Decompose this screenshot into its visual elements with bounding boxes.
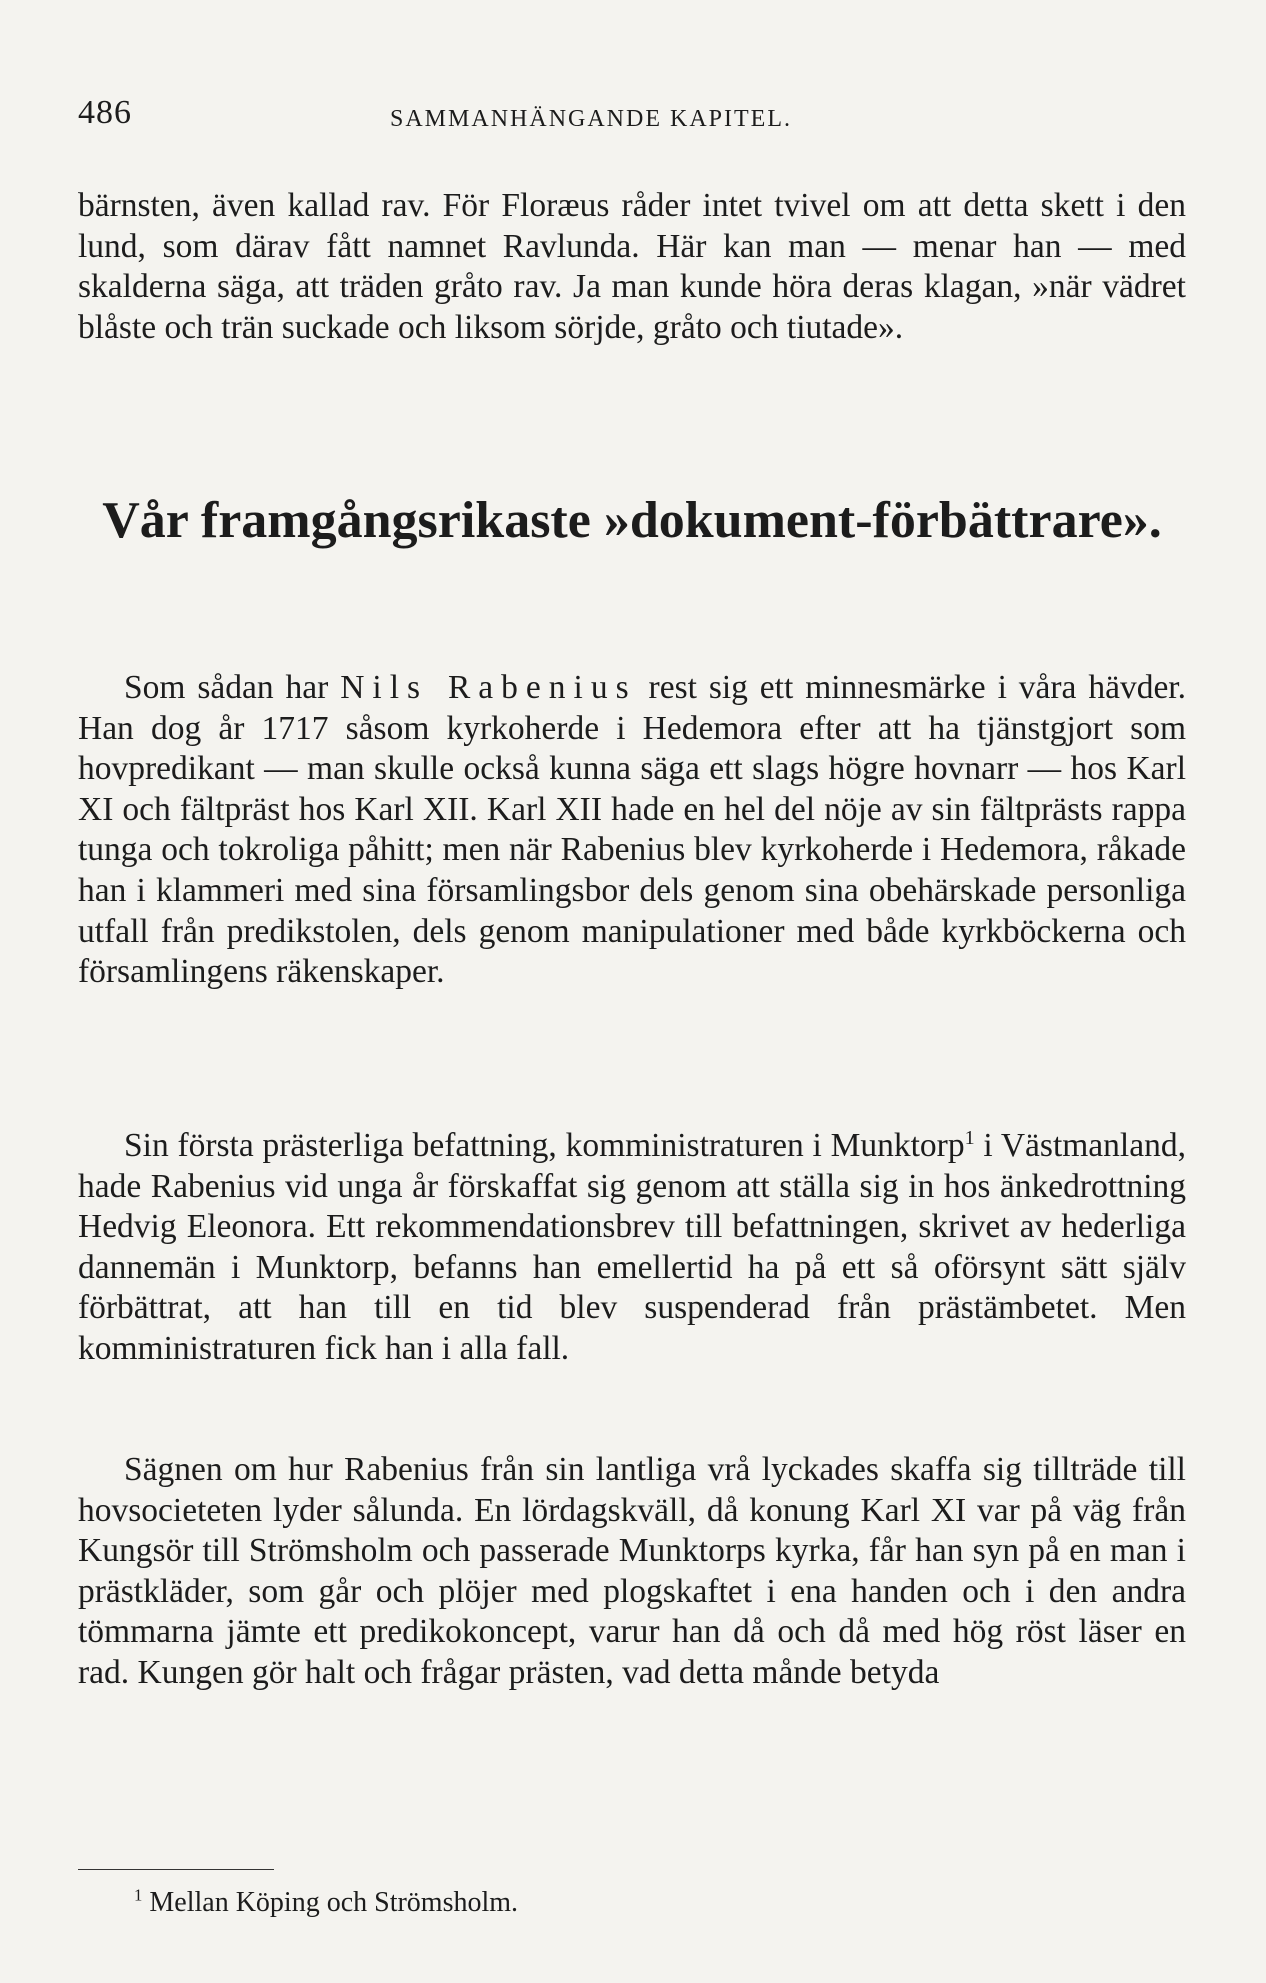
footnote-mark: 1 [134, 1885, 143, 1905]
paragraph: Sägnen om hur Rabenius från sin lantliga vrå lyckades skaffa sig tillträde till hovsocieteten lyder sålunda. En lördagskväll, då konung Karl XI var på väg från Kungsör till Strömsholm och passerade Munktorps kyrka, får han syn på en man i prästkläder, som går och plöjer med plogskaftet i ena handen och i den andra tömmarna jämte ett predikokoncept, varur han då och då med hög röst läser en rad. Kungen gör halt och frågar prästen, vad detta månde betyda [78, 1451, 1186, 1691]
running-head [78, 94, 1186, 144]
footnote-reference: 1 [964, 1126, 975, 1149]
paragraph-text: Sin första prästerliga befattning, komministraturen i Munktorp [124, 1127, 965, 1164]
paragraph-text: i Västmanland, hade Rabenius vid unga år förskaffat sig genom att ställa sig in hos änkedrottning Hedvig Eleonora. Ett rekommendationsbrev till befattningen, skrivet av hederliga dannemän i Munktorp, befanns han emellertid ha på ett så oförsynt sätt själv förbättrat, att han till en tid blev suspenderad från prästämbetet. Men komministraturen fick han i alla fall. [78, 1127, 1186, 1367]
paragraph [78, 668, 1186, 993]
footnote [134, 1886, 518, 1920]
paragraph-text: rest sig ett minnesmärke i våra hävder. Han dog år 1717 såsom kyrkoherde i Hedemora efter att ha tjänstgjort som hovpredikant — man skulle också kunna säga ett slags högre hovnarr — hos Karl XI och fältpräst hos Karl XII. Karl XII hade en hel del nöje av sin fältprästs rappa tunga och tokroliga påhitt; men när Rabenius blev kyrkoherde i Hedemora, råkade han i klammeri med sina församlingsbor dels genom sina obehärskade personliga utfall från predikstolen, dels genom manipulationer med både kyrkböckerna och församlingens räkenskaper. [78, 669, 1186, 991]
person-name: Nils Rabenius [340, 669, 637, 706]
paragraph: bärnsten, även kallad rav. För Floræus råder intet tvivel om att detta skett i den lund, som därav fått namnet Ravlunda. Här kan man — menar han — med skalderna säga, att träden gråto rav. Ja man kunde höra deras klagan, »när vädret blåste och trän suckade och liksom sörjde, gråto och tiutade». [78, 187, 1186, 346]
paragraph [78, 1126, 1186, 1370]
page-number: 486 [78, 94, 132, 131]
paragraph-text: Som sådan har [124, 669, 341, 706]
footnote-text: Mellan Köping och Strömsholm. [149, 1887, 519, 1918]
section-heading: Vår framgångsrikaste »dokument-förbättrare». [102, 492, 1162, 549]
footnote-divider [78, 1869, 274, 1870]
running-title: SAMMANHÄNGANDE KAPITEL. [390, 106, 792, 132]
